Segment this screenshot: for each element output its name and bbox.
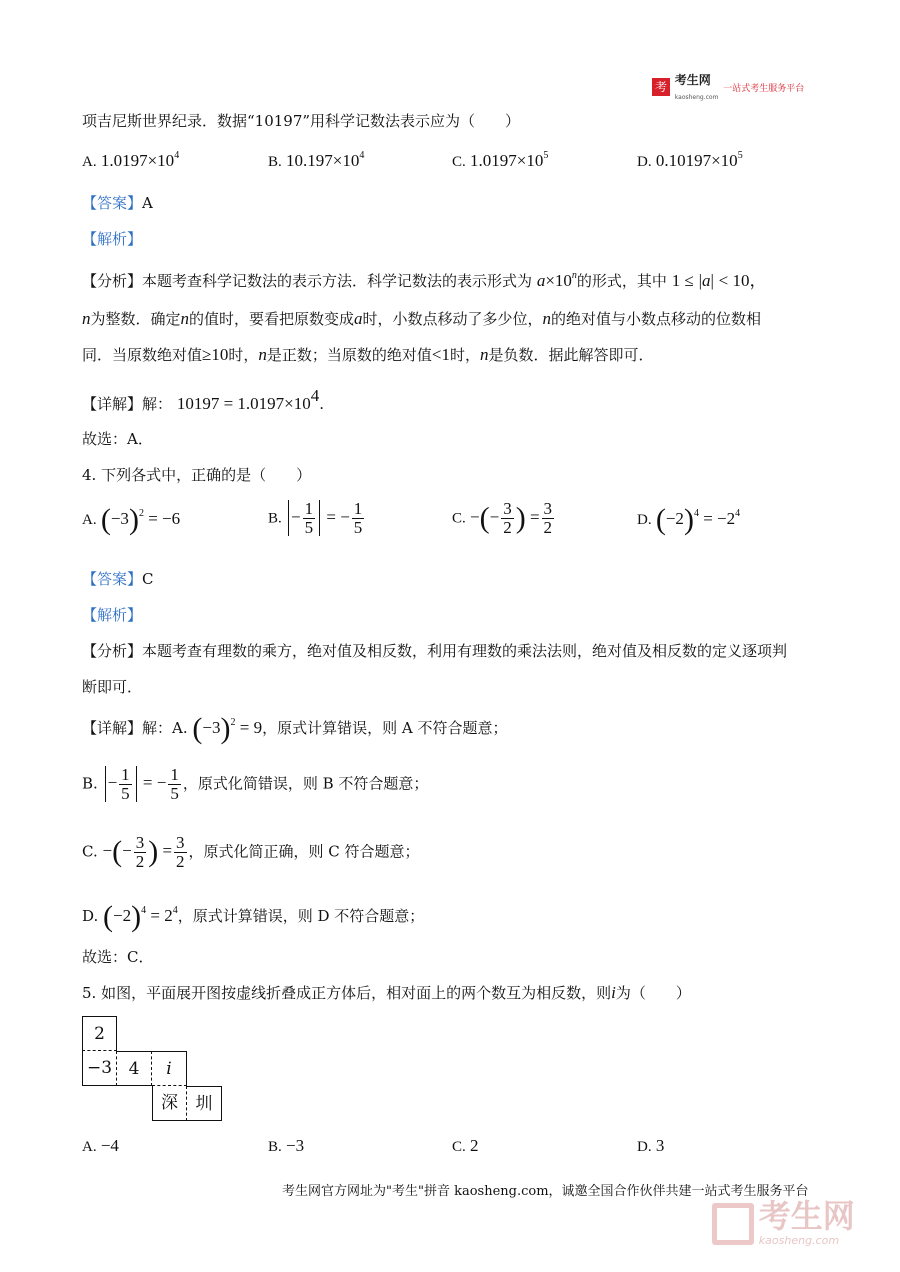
var-n: n [542, 309, 552, 328]
q4-answer [82, 568, 154, 589]
base: −2 [113, 905, 132, 925]
fenxi-text: 本题考查科学记数法的表示方法．科学记数法的表示形式为 [142, 272, 533, 290]
option-label: C. [452, 154, 466, 170]
detail-exp: 4 [310, 386, 320, 405]
answer-value: A [142, 194, 153, 212]
fenxi-text: 时， [228, 346, 259, 364]
option-value: 3 [655, 1136, 665, 1155]
q5-option-b [268, 1136, 304, 1156]
fenxi-text: 是负数．据此解答即可． [488, 346, 654, 364]
rhs: = −6 [148, 508, 181, 528]
fenxi-text: 时， [449, 346, 480, 364]
net-cell-mid: 4 [117, 1051, 152, 1086]
detail-tag: 【详解】 [82, 395, 143, 413]
q3-analysis-tag: 【解析】 [82, 230, 143, 248]
numerator: 1 [353, 499, 363, 518]
denominator: 2 [503, 517, 512, 537]
cond-lt1: <1 [431, 345, 450, 364]
option-label: D. [637, 511, 652, 528]
denominator: 5 [170, 783, 179, 803]
option-value: 2 [470, 1136, 479, 1155]
base: −3 [110, 508, 129, 528]
fenxi-tag: 【分析】 [82, 642, 143, 660]
option-exp: 5 [737, 150, 743, 161]
detail-text: ，原式计算错误，则 D 不符合题意； [177, 906, 425, 925]
numerator: 3 [176, 833, 185, 852]
q5-option-a [82, 1136, 119, 1156]
detail-label: D. [82, 906, 99, 925]
detail-end: . [319, 395, 325, 413]
numerator: 1 [170, 765, 179, 784]
q3-fenxi-line1: 【分析】本题考查科学记数法的表示方法．科学记数法的表示形式为 $a\times 10^n$的形式，其中 1 ≤ |a| < 10， [82, 270, 767, 290]
q3-option-b: B. $10.197\times 10^4$ [268, 150, 365, 170]
var-n: n [480, 345, 489, 364]
watermark-domain: kaosheng.com [758, 1234, 840, 1247]
q3-option-a: A. $1.0197\times 10^4$ [82, 150, 180, 170]
numerator: 1 [121, 765, 130, 784]
option-exp: 4 [174, 150, 180, 161]
minus: − [291, 507, 301, 527]
header-logo [652, 72, 804, 102]
q4-stem: 4. 下列各式中，正确的是（ ） [82, 466, 312, 484]
q3-option-c: C. $1.0197\times 10^5$ [452, 150, 549, 170]
fenxi-text: 为整数．确定 [90, 310, 181, 328]
q3-answer [82, 192, 153, 213]
equals: = [162, 841, 173, 861]
fenxi-text: 本题考查有理数的乘方，绝对值及相反数，利用有理数的乘法法则，绝对值及相反数的定义逐项判 [142, 642, 788, 660]
var-a: a [354, 309, 363, 328]
q5-option-d [637, 1136, 664, 1156]
stem-var: i [611, 983, 616, 1002]
detail-equation: 10197 = 1.0197×10 [176, 394, 311, 413]
fenxi-text: 时，小数点移动了多少位， [362, 310, 543, 328]
var-n: n [258, 345, 267, 364]
exp: 4 [693, 507, 699, 519]
option-label: B. [268, 510, 282, 527]
option-mantissa: 1.0197 [100, 151, 148, 170]
denominator: 5 [304, 517, 314, 537]
base: −3 [202, 717, 221, 737]
numerator: 3 [503, 499, 512, 518]
q4-detail-d: D. $(-2)^4 = 2^4$，原式计算错误，则 D 不符合题意； [82, 900, 425, 933]
exp: 2 [230, 716, 236, 728]
denominator: 2 [543, 517, 553, 537]
rhs: = 9 [239, 717, 263, 737]
minus: − [122, 841, 132, 861]
cond-ge10: ≥10 [202, 345, 229, 364]
option-mantissa: 1.0197 [470, 151, 517, 170]
detail-text: ，原式计算错误，则 A 不符合题意； [262, 718, 508, 737]
logo-domain: kaosheng.com [674, 94, 719, 101]
exp: 4 [735, 507, 741, 519]
stem-text: 5. 如图，平面展开图按虚线折叠成正方体后，相对面上的两个数互为相反数，则 [82, 984, 612, 1002]
detail-prefix: 解： [142, 395, 173, 413]
option-value: −3 [286, 1136, 305, 1155]
fenxi-text: 的形式，其中 [576, 272, 667, 290]
watermark [712, 1197, 855, 1247]
kaosheng-logo-icon: 考 [652, 78, 670, 96]
base: −2 [665, 508, 684, 528]
denominator: 2 [135, 851, 145, 871]
q4-option-d: D. $(-2)^4 = -2^4$ [637, 503, 741, 536]
denominator: 5 [121, 783, 130, 803]
minus: − [470, 507, 480, 527]
numerator: 3 [543, 499, 553, 518]
q4-detail-a: 【详解】解：A. $(-3)^2 = 9$，原式计算错误，则 A 不符合题意； [82, 712, 508, 745]
var-n: n [571, 270, 577, 281]
answer-tag: 【答案】 [82, 570, 143, 588]
inequality-right: < 10， [718, 271, 767, 290]
option-label: C. [452, 510, 466, 527]
q5-option-c [452, 1136, 479, 1156]
q4-choose: 故选：C． [82, 948, 154, 966]
equals: = [529, 507, 540, 527]
watermark-name: 考生网 [758, 1197, 855, 1235]
fenxi-text: 同．当原数绝对值 [82, 346, 203, 364]
option-mantissa: 10.197 [286, 151, 333, 170]
fenxi-text: 的值时，要看把原数变成 [189, 310, 355, 328]
detail-label: C. [82, 842, 98, 861]
footer-text: 考生网官方网址为"考生"拼音 kaosheng.com，诚邀全国合作伙伴共建一站式考生服务平台 [282, 1184, 809, 1199]
stem-text: 为（ ） [615, 984, 691, 1002]
option-exp: 5 [543, 150, 549, 161]
var-n: n [180, 309, 190, 328]
fenxi-tag: 【分析】 [82, 272, 143, 290]
q4-option-b [268, 500, 366, 537]
q3-detail [82, 386, 324, 414]
q3-option-d: D. $0.10197\times 10^5$ [637, 150, 743, 170]
option-label: A. [82, 511, 97, 528]
q4-option-a: A. $(-3)^2 = -6$ [82, 503, 181, 536]
q3-stem: 项吉尼斯世界纪录．数据“10197”用科学记数法表示应为（ ） [82, 112, 521, 130]
minus: − [489, 507, 500, 527]
minus: − [102, 841, 113, 861]
option-label: D. [637, 1139, 652, 1155]
option-value: −4 [100, 1136, 119, 1155]
rhs: = 2 [150, 905, 173, 925]
net-cell-left: −3 [82, 1051, 117, 1086]
exp: 4 [172, 904, 178, 916]
sci-mult: ×10 [545, 271, 572, 290]
var-n: n [82, 309, 91, 328]
detail-label: B. [82, 774, 98, 793]
option-label: D. [637, 154, 652, 170]
var-a: a [701, 271, 711, 290]
minus: − [107, 773, 118, 793]
equals-neg: = − [326, 507, 350, 527]
q3-choose: 故选：A． [82, 430, 153, 448]
equals-neg: = − [142, 773, 167, 793]
q3-fenxi-line2 [82, 308, 761, 329]
option-exp: 4 [359, 150, 365, 161]
option-label: C. [452, 1139, 466, 1155]
answer-value: C [142, 570, 154, 588]
net-cell-right: i [152, 1051, 187, 1086]
net-cell-bottom-left: 深 [152, 1086, 187, 1121]
q4-detail-c: C. −(− $\frac{3}{2}$ ) = $\frac{3}{2}$ ，原式化简正确，则 C 符合题意； [82, 833, 420, 871]
q5-stem [82, 982, 691, 1003]
q4-fenxi-line1 [82, 640, 787, 661]
denominator: 2 [176, 851, 185, 871]
option-label: A. [82, 154, 97, 170]
logo-name: 考生网 [674, 73, 711, 87]
fenxi-text: 是正数；当原数的绝对值 [266, 346, 432, 364]
exp: 4 [141, 904, 147, 916]
net-cell-bottom-right: 圳 [187, 1086, 222, 1121]
denominator: 5 [353, 517, 363, 537]
q4-detail-b [82, 766, 428, 803]
var-a: a [536, 271, 546, 290]
answer-tag: 【答案】 [82, 194, 143, 212]
option-label: B. [268, 154, 282, 170]
option-mantissa: 0.10197 [655, 151, 712, 170]
detail-text: ，原式化简错误，则 B 不符合题意； [182, 774, 429, 793]
option-label: A. [82, 1139, 97, 1155]
q4-analysis-tag: 【解析】 [82, 606, 143, 624]
numerator: 1 [304, 499, 314, 518]
rhs: = −2 [703, 508, 736, 528]
numerator: 3 [135, 833, 145, 852]
fenxi-text: 的绝对值与小数点移动的位数相 [551, 310, 762, 328]
logo-slogan: 一站式考生服务平台 [723, 84, 805, 94]
detail-text: ，原式化简正确，则 C 符合题意； [188, 842, 420, 861]
inequality-left: 1 ≤ [671, 271, 694, 290]
detail-tag: 【详解】 [82, 718, 143, 737]
q3-fenxi-line3 [82, 344, 654, 365]
q4-fenxi-line2: 断即可． [82, 678, 143, 696]
net-cell-top: 2 [82, 1016, 117, 1051]
detail-prefix: 解：A. [142, 718, 188, 737]
watermark-logo-icon [712, 1203, 754, 1245]
exp: 2 [138, 507, 144, 519]
q4-option-c: C. −(− $\frac{3}{2}$ ) = $\frac{3}{2}$ [452, 499, 553, 537]
option-label: B. [268, 1139, 282, 1155]
